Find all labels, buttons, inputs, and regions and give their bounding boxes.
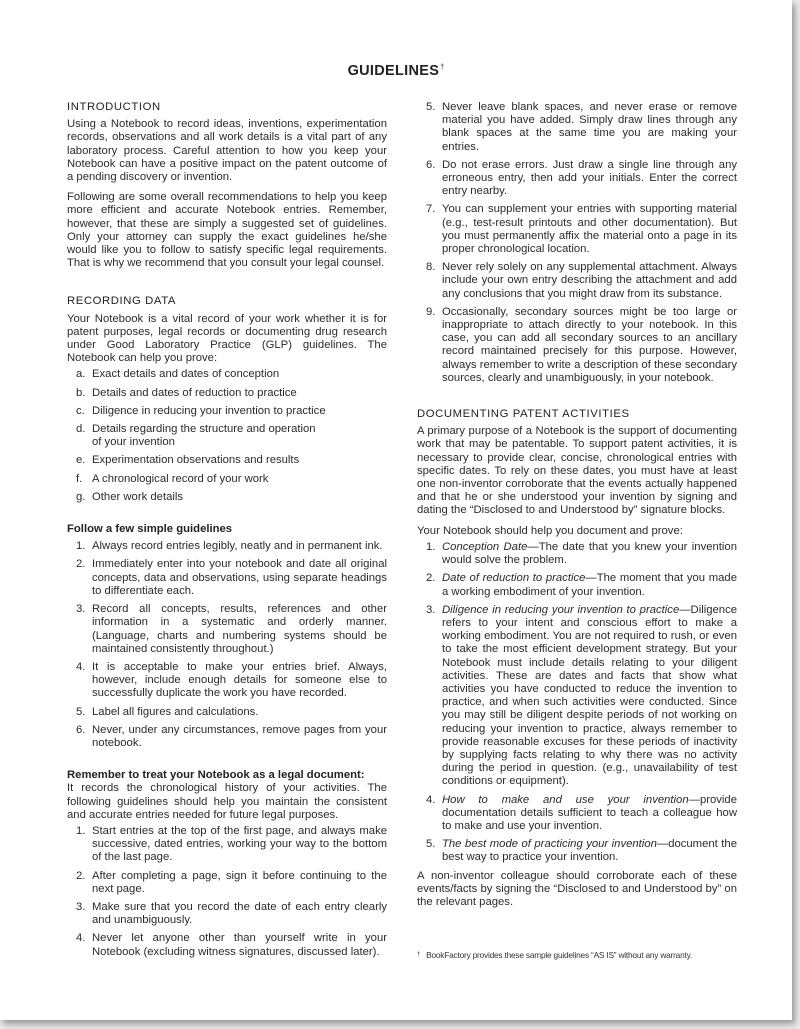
list-item: 2. Date of reduction to practice—The moment that you made a working embodiment of your invention. — [426, 572, 737, 598]
footnote — [417, 950, 747, 960]
introduction-paragraph-1: Using a Notebook to record ideas, inventions, experimentation records, observations and all work details is a vital part of any laboratory process. Careful attention to how you keep your Notebook can have a positive impact on the patent outcome of a pending discovery or invention. — [67, 118, 387, 184]
legal-document-heading: Remember to treat your Notebook as a legal document: — [67, 769, 365, 782]
list-item: 2. Immediately enter into your notebook and date all original concepts, data and observations, using separate headings to differentiate each. — [76, 558, 387, 597]
page-title — [0, 63, 792, 79]
list-item: b. Details and dates of reduction to practice — [76, 386, 297, 399]
list-item: e. Experimentation observations and results — [76, 454, 300, 467]
footnote-text: BookFactory provides these sample guidelines “AS IS” without any warranty. — [426, 950, 693, 960]
recording-data-paragraph: Your Notebook is a vital record of your work whether it is for patent purposes, legal records or documenting drug research under Good Laboratory Practice (GLP) guidelines. The Notebook can help you prove: — [67, 312, 387, 365]
list-item: a. Exact details and dates of conception — [76, 368, 280, 381]
recording-data-list — [67, 368, 387, 504]
patent-activities-heading: DOCUMENTING PATENT ACTIVITIES — [417, 408, 630, 421]
list-item: 9. Occasionally, secondary sources might be too large or inappropriate to attach directly to your notebook. In this case, you can add all secondary sources to an ancillary record maintained precisely for this purpose. However, always remember to write a description of these secondary sources, clearly and unambiguously, in your notebook. — [426, 305, 737, 384]
list-item: 8. Never rely solely on any supplemental attachment. Always include your own entry describing the attachment and add any conclusions that you might draw from its substance. — [426, 261, 737, 300]
list-item: 7. You can supplement your entries with supporting material (e.g., test-result printouts and other documentation). But you must permanently affix the material onto a page in its proper chronological location. — [426, 203, 737, 256]
list-item: 5. Never leave blank spaces, and never erase or remove material you have added. Simply draw lines through any blank spaces at the same time you are making your entries. — [426, 101, 737, 153]
list-item: c. Diligence in reducing your invention to practice — [76, 404, 326, 417]
list-item: f. A chronological record of your work — [76, 472, 269, 485]
simple-guidelines-heading: Follow a few simple guidelines — [67, 523, 233, 536]
patent-paragraph-3: A non-inventor colleague should corroborate each of these events/facts by signing the “Disclosed to and Understood by” on the relevant pages. — [417, 869, 737, 908]
simple-guidelines-list — [67, 540, 387, 750]
left-column — [67, 101, 387, 964]
legal-document-paragraph: It records the chronological history of your activities. The following guidelines should help you maintain the consistent and accurate entries needed for future legal purposes. — [67, 782, 387, 821]
list-item: g. Other work details — [76, 490, 184, 503]
right-column — [417, 101, 737, 916]
list-item: 1. Start entries at the top of the first page, and always make successive, dated entries, working your way to the bottom of the last page. — [76, 824, 387, 864]
list-item: 6. Never, under any circumstances, remove pages from your notebook. — [76, 723, 387, 749]
list-item: 1. Always record entries legibly, neatly and in permanent ink. — [76, 540, 383, 553]
patent-paragraph-1: A primary purpose of a Notebook is the support of documenting work that may be patentable. To support patent activities, it is necessary to provide clear, concise, chronological entries with specific dates. To rely on these dates, you must have at least one non-inventor corroborate that the events actually happened and that he or she understood your invention by signing and dating the “Disclosed to and Understood by” signature blocks. — [417, 425, 737, 517]
title-footnote-mark: † — [440, 64, 445, 71]
legal-guidelines-list-part-2 — [417, 101, 737, 385]
list-item: 6. Do not erase errors. Just draw a single line through any erroneous entry, then add your initials. Enter the correct entry nearby. — [426, 158, 737, 198]
list-item: 5. Label all figures and calculations. — [76, 705, 259, 718]
list-item: 3. Record all concepts, results, references and other information in a systematic and orderly manner. (Language, charts and numbering systems should be maintained consistently throughout.) — [76, 603, 387, 655]
list-item: 4. How to make and use your invention—provide documentation details sufficient to teach a colleague how to make and use your invention. — [426, 793, 737, 832]
patent-proof-list — [417, 541, 737, 865]
recording-data-heading: RECORDING DATA — [67, 295, 177, 308]
title-text: GUIDELINES — [347, 63, 440, 79]
legal-guidelines-list-part-1 — [67, 825, 387, 959]
list-item: 3. Make sure that you record the date of each entry clearly and unambiguously. — [76, 900, 387, 927]
introduction-heading: INTRODUCTION — [67, 101, 161, 113]
introduction-paragraph-2: Following are some overall recommendations to help you keep more efficient and accurate Notebook entries. Remember, however, that these are simply a suggested set of guidelines. Only your attorney can supply the exact guidelines he/she would like you to follow to satisfy specific legal requirements. That is why we recommend that you consult your legal counsel. — [67, 191, 387, 270]
list-item: 4. It is acceptable to make your entries brief. Always, however, include enough details for someone else to successfully duplicate the work you have recorded. — [76, 660, 387, 700]
list-item: 3. Diligence in reducing your invention to practice—Diligence refers to your intent and conscious effort to make a working embodiment. You are not required to rush, or even to take the most efficient development strategy. But your Notebook must include details relating to your diligent activities. These are dates and facts that show what activities you have conducted to reduce the invention to practice, and when such activities were conducted. Since you may still be diligent despite periods of not working on reducing your invention to practice, always remember to provide reasonable excuses for these periods of inactivity by supplying facts relating to why there was no activity during the period in question. (e.g., unavailability of test conditions or equipment). — [426, 603, 737, 788]
list-item: 4. Never let anyone other than yourself write in your Notebook (excluding witness signatures, discussed later). — [76, 932, 387, 958]
list-item: 2. After completing a page, sign it before continuing to the next page. — [76, 869, 387, 895]
list-item: 1. Conception Date—The date that you knew your invention would solve the problem. — [426, 540, 737, 567]
list-item: 5. The best mode of practicing your invention—document the best way to practice your invention. — [426, 838, 737, 864]
list-item: d. Details regarding the structure and operation of your invention — [76, 423, 316, 449]
patent-paragraph-2: Your Notebook should help you document and prove: — [417, 524, 683, 537]
footnote-mark: † — [417, 952, 421, 958]
